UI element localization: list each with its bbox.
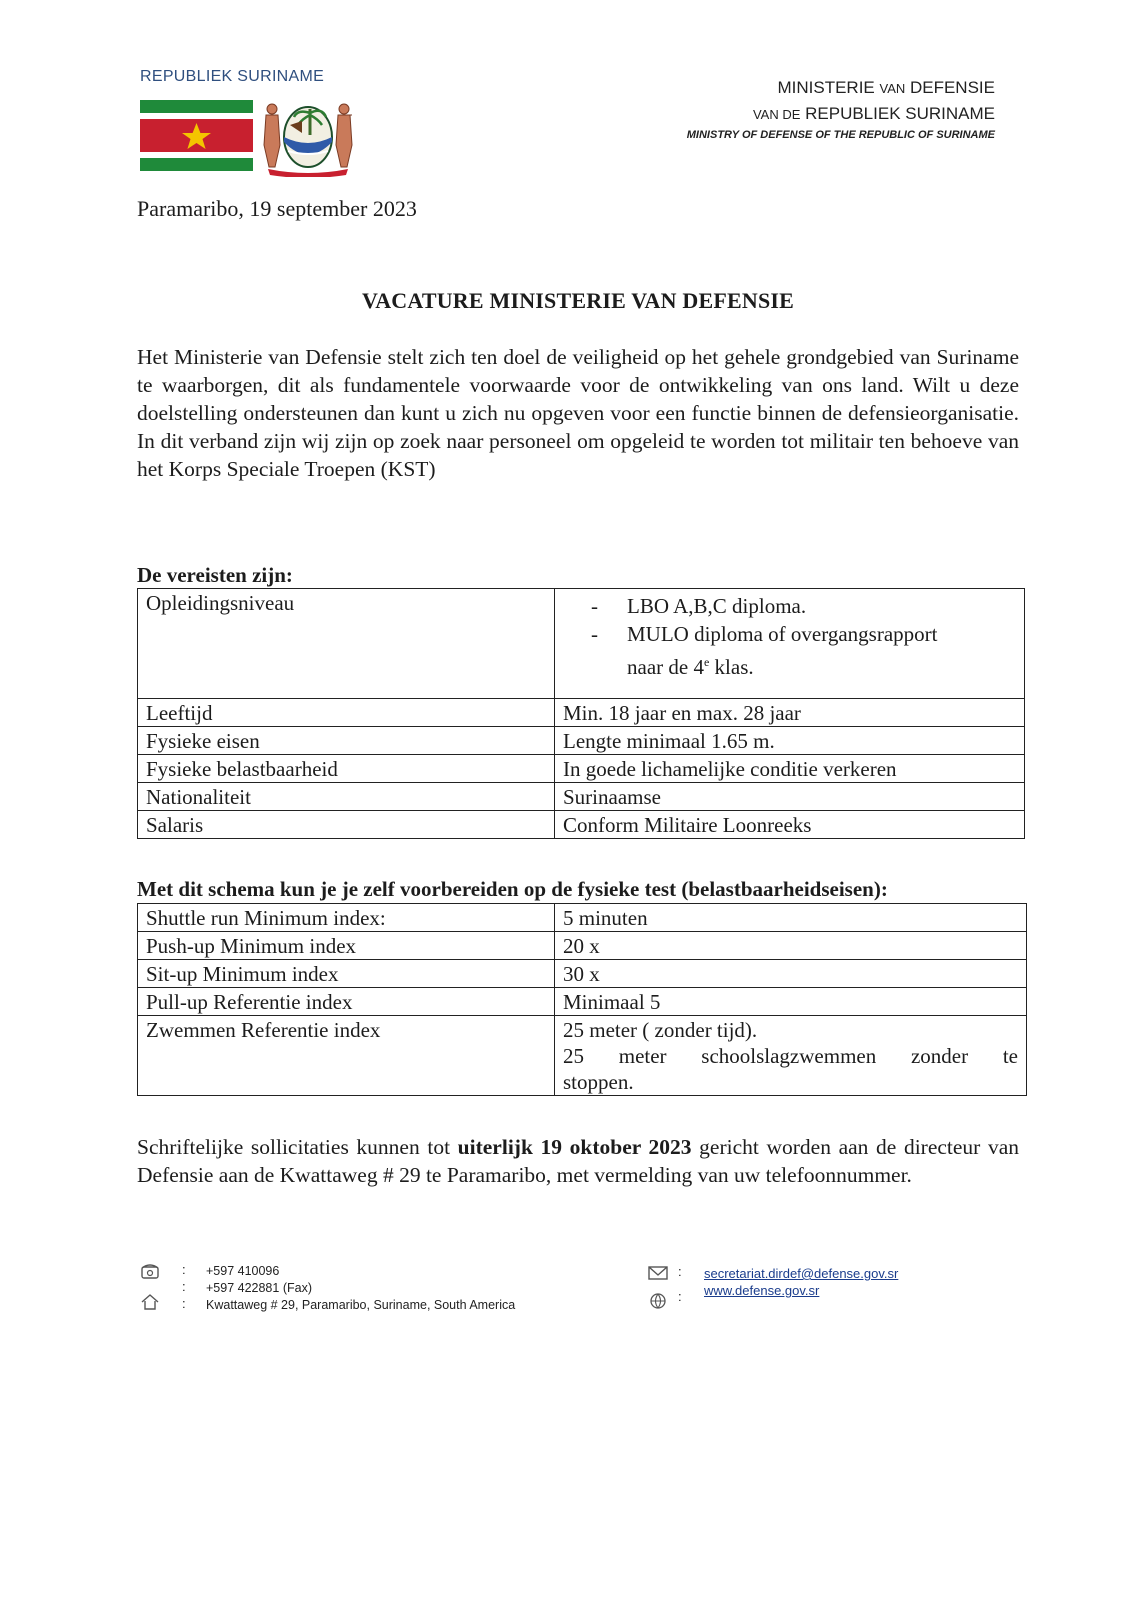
requirement-label: Fysieke belastbaarheid [138, 755, 555, 783]
republic-label: REPUBLIEK SURINAME [140, 68, 325, 85]
requirement-value [555, 589, 1025, 699]
phone-number: +597 410096 [206, 1264, 280, 1278]
list-item-text: klas. [709, 655, 754, 679]
separator: : [182, 1262, 186, 1277]
swim-line: stoppen. [563, 1070, 634, 1094]
list-item-text: MULO diploma of overgangsrapport [627, 622, 938, 646]
email-link[interactable]: secretariat.dirdef@defense.gov.sr [704, 1266, 899, 1281]
fitness-label: Sit-up Minimum index [138, 960, 555, 988]
separator: : [182, 1279, 186, 1294]
ministry-name-nl [777, 78, 995, 98]
fitness-value: 30 x [555, 960, 1027, 988]
requirement-label: Opleidingsniveau [138, 589, 555, 699]
fax-number: +597 422881 (Fax) [206, 1281, 312, 1295]
list-item-text: naar de 4 [627, 655, 704, 679]
intro-paragraph: Het Ministerie van Defensie stelt zich ten doel de veiligheid op het gehele grondgebied van Suriname te waarborgen, dit als fundamentele voorwaarde voor de ontwikkeling van ons land. Wilt u deze doelstelling ondersteunen dan kunt u zich nu opgeven voor een functie binnen de defensieorganisatie. In dit verband zijn wij zijn op zoek naar personeel om opgeleid te worden tot militair ten behoeve van het Korps Speciale Troepen (KST) [137, 345, 1019, 481]
table-row [138, 755, 1025, 783]
suriname-flag [140, 98, 253, 173]
fitness-value: 20 x [555, 932, 1027, 960]
requirement-label: Salaris [138, 811, 555, 839]
ministry-text: MINISTERIE [777, 78, 880, 97]
fitness-label: Shuttle run Minimum index: [138, 904, 555, 932]
requirement-value: Surinaamse [555, 783, 1025, 811]
phone-icon [140, 1262, 160, 1280]
table-row [138, 960, 1027, 988]
coat-of-arms [258, 97, 358, 177]
address: Kwattaweg # 29, Paramaribo, Suriname, South America [206, 1298, 516, 1312]
table-row [138, 811, 1025, 839]
ministry-name-en: MINISTRY OF DEFENSE OF THE REPUBLIC OF SURINAME [686, 129, 995, 141]
ministry-text-small: VAN DE [752, 107, 801, 122]
fitness-table [137, 903, 1027, 1096]
table-row [138, 988, 1027, 1016]
separator: : [678, 1264, 682, 1279]
ministry-text-small: VAN [879, 81, 906, 96]
table-row [138, 699, 1025, 727]
requirement-label: Nationaliteit [138, 783, 555, 811]
superscript: e [703, 655, 710, 669]
education-list [563, 592, 1016, 681]
table-row [138, 1016, 1027, 1096]
requirement-label: Leeftijd [138, 699, 555, 727]
fitness-label: Push-up Minimum index [138, 932, 555, 960]
fitness-value: Minimaal 5 [555, 988, 1027, 1016]
place-date: Paramaribo, 19 september 2023 [137, 196, 417, 221]
fitness-heading: Met dit schema kun je je zelf voorbereiden op de fysieke test (belastbaarheidseisen): [137, 877, 888, 901]
requirement-label: Fysieke eisen [138, 727, 555, 755]
separator: : [678, 1289, 682, 1304]
deadline-text: uiterlijk 19 oktober 2023 [457, 1135, 692, 1159]
table-row [138, 727, 1025, 755]
closing-text: Schriftelijke sollicitaties kunnen tot [137, 1135, 458, 1159]
list-item: - LBO A,B,C diploma. [591, 592, 1016, 620]
ministry-name-nl-line2 [753, 104, 995, 124]
swim-line: 25 meter schoolslagzwemmen zonder te [563, 1044, 1018, 1068]
globe-icon [648, 1292, 668, 1310]
website-link[interactable]: www.defense.gov.sr [704, 1283, 820, 1298]
fitness-label: Zwemmen Referentie index [138, 1016, 555, 1096]
requirement-value: Conform Militaire Loonreeks [555, 811, 1025, 839]
requirement-value: Min. 18 jaar en max. 28 jaar [555, 699, 1025, 727]
requirements-heading: De vereisten zijn: [137, 563, 293, 587]
closing-text: gericht worden aan de directeur van Defensie aan de Kwattaweg # 29 te Paramaribo, met vermelding van uw telefoonnummer. [137, 1135, 1019, 1187]
document-title: VACATURE MINISTERIE VAN DEFENSIE [361, 288, 795, 313]
mail-icon [648, 1264, 668, 1282]
closing-paragraph [137, 1133, 1019, 1189]
requirement-value: In goede lichamelijke conditie verkeren [555, 755, 1025, 783]
home-icon [140, 1293, 160, 1311]
requirement-value: Lengte minimaal 1.65 m. [555, 727, 1025, 755]
ministry-text: REPUBLIEK SURINAME [800, 104, 995, 123]
ministry-text: DEFENSIE [905, 78, 995, 97]
list-item [591, 620, 1016, 681]
table-row [138, 904, 1027, 932]
table-row [138, 932, 1027, 960]
fitness-value [555, 1016, 1027, 1096]
requirements-table [137, 588, 1025, 839]
swim-line: 25 meter ( zonder tijd). [563, 1018, 758, 1042]
table-row [138, 783, 1025, 811]
fitness-value: 5 minuten [555, 904, 1027, 932]
fitness-label: Pull-up Referentie index [138, 988, 555, 1016]
table-row [138, 589, 1025, 699]
separator: : [182, 1296, 186, 1311]
